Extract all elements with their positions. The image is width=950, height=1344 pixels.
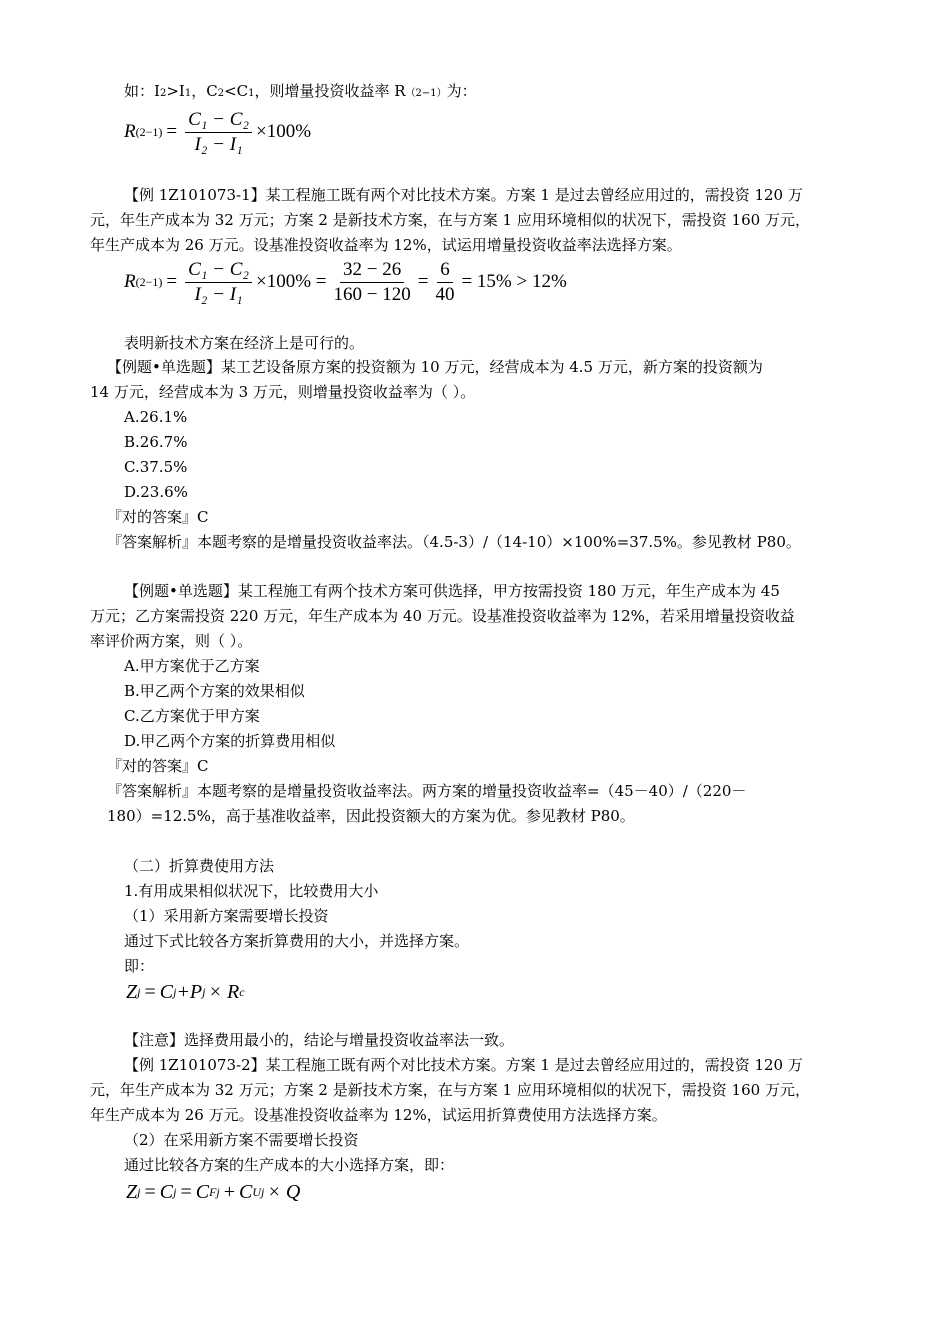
formula-operator: = xyxy=(166,271,178,292)
intro-sub: （2−1） xyxy=(405,88,447,99)
formula-subscript: c xyxy=(239,984,245,999)
question1-line: 14 万元，经营成本为 3 万元，则增量投资收益率为（ ）。 xyxy=(90,383,476,401)
fraction-denominator: 160 − 120 xyxy=(333,283,411,305)
fraction-numerator: C₁ − C₂ xyxy=(185,259,252,283)
example1-line: 【例 1Z101073-1】某工程施工既有两个对比技术方案。方案 1 是过去曾经应用过的，需投资 120 万 xyxy=(124,186,803,204)
intro-text: ，则增量投资收益率 R xyxy=(254,82,406,100)
question2-analysis: 『答案解析』本题考察的是增量投资收益率法。两方案的增量投资收益率=（45－40）/（220－ xyxy=(107,782,747,800)
question1-analysis: 『答案解析』本题考察的是增量投资收益率法。（4.5-3）/（14-10）×100%=37.5%。参见教材 P80。 xyxy=(107,533,801,551)
example1-line: 元，年生产成本为 32 万元；方案 2 是新技术方案，在与方案 1 应用环境相似的状况下，需投资 160 万元， xyxy=(90,211,810,229)
section-description: 通过比较各方案的生产成本的大小选择方案，即： xyxy=(124,1156,455,1174)
formula-subscript: (2−1) xyxy=(135,274,163,289)
formula-subscript: j xyxy=(137,984,141,999)
formula-incremental-rate xyxy=(124,106,311,158)
fraction-denominator: 40 xyxy=(435,283,455,305)
intro-text: 为： xyxy=(446,82,477,100)
fraction-denominator: I₂ − I₁ xyxy=(194,283,243,305)
formula-symbol: Z xyxy=(126,1180,138,1203)
formula-symbol: Z xyxy=(126,980,138,1003)
formula-symbol: R xyxy=(124,271,136,292)
note-line: 【注意】选择费用最小的，结论与增量投资收益率法一致。 xyxy=(124,1031,515,1049)
question2-line: 万元；乙方案需投资 220 万元，年生产成本为 40 万元。设基准投资收益率为 12%，若采用增量投资收益 xyxy=(90,607,795,625)
formula-subscript: j xyxy=(137,1184,141,1199)
example1-line: 年生产成本为 26 万元。设基准投资收益率为 12%，试运用增量投资收益率法选择方案。 xyxy=(90,236,682,254)
formula-symbol: × Q xyxy=(267,1180,301,1203)
fraction-numerator: 6 xyxy=(437,259,453,283)
formula-symbol: C xyxy=(159,980,174,1003)
formula-production-cost xyxy=(126,1176,300,1208)
formula-subscript: j xyxy=(173,1184,177,1199)
formula-subscript: Uj xyxy=(252,1184,265,1199)
section-subitem: （1）采用新方案需要增长投资 xyxy=(124,907,329,925)
formula-symbol: × R xyxy=(208,980,240,1003)
formula-conversion-cost xyxy=(126,976,245,1008)
formula-operator: = xyxy=(144,1180,156,1203)
formula-fraction xyxy=(185,109,252,156)
question2-line: 【例题•单选题】某工程施工有两个技术方案可供选择，甲方按需投资 180 万元，年生产成本为 45 xyxy=(124,582,780,600)
example2-line: 年生产成本为 26 万元。设基准投资收益率为 12%，试运用折算费使用方法选择方案。 xyxy=(90,1106,667,1124)
question1-option: B.26.7% xyxy=(124,433,188,451)
intro-text: <C xyxy=(224,82,249,100)
formula-subscript: j xyxy=(202,984,206,999)
question1-option: C.37.5% xyxy=(124,458,188,476)
question1-line: 【例题•单选题】某工艺设备原方案的投资额为 10 万元，经营成本为 4.5 万元，新方案的投资额为 xyxy=(107,358,763,376)
formula-subscript: Fj xyxy=(209,1184,220,1199)
formula-example1-calculation xyxy=(124,256,567,308)
question2-option: D.甲乙两个方案的折算费用相似 xyxy=(124,732,336,750)
formula-operator: = xyxy=(417,271,429,292)
formula-symbol: C xyxy=(195,1180,210,1203)
formula-operator: = xyxy=(166,121,178,142)
example2-line: 元，年生产成本为 32 万元；方案 2 是新技术方案，在与方案 1 应用环境相似的状况下，需投资 160 万元， xyxy=(90,1081,810,1099)
intro-sub: 1 xyxy=(248,88,255,99)
intro-sub: 2 xyxy=(217,88,225,99)
question2-option: A.甲方案优于乙方案 xyxy=(124,657,260,675)
question2-option: C.乙方案优于甲方案 xyxy=(124,707,260,725)
intro-line xyxy=(124,80,477,105)
conclusion-line: 表明新技术方案在经济上是可行的。 xyxy=(124,334,365,352)
intro-text: 如： xyxy=(124,82,155,100)
fraction-numerator: C₁ − C₂ xyxy=(185,109,252,133)
formula-subscript: (2−1) xyxy=(135,124,163,139)
formula-subscript: j xyxy=(173,984,177,999)
question1-option: A.26.1% xyxy=(124,408,188,426)
section-item: 1.有用成果相似状况下，比较费用大小 xyxy=(124,882,379,900)
formula-operator: + xyxy=(223,1180,236,1203)
intro-text: ，C xyxy=(191,82,218,100)
section-text: 即： xyxy=(124,957,155,975)
formula-symbol: C xyxy=(159,1180,174,1203)
formula-result: = 15% > 12% xyxy=(461,271,567,292)
question2-option: B.甲乙两个方案的效果相似 xyxy=(124,682,305,700)
formula-fraction xyxy=(185,259,252,306)
question1-answer: 『对的答案』C xyxy=(107,508,209,526)
fraction-numerator: 32 − 26 xyxy=(340,259,404,283)
formula-symbol: R xyxy=(124,121,136,142)
intro-text: >I xyxy=(166,82,185,100)
question2-answer: 『对的答案』C xyxy=(107,757,209,775)
formula-operator: ×100% xyxy=(255,121,312,142)
formula-fraction xyxy=(432,259,457,306)
intro-text: I xyxy=(154,82,160,100)
section-heading: （二）折算费使用方法 xyxy=(124,857,275,875)
formula-operator: ×100% = xyxy=(255,271,327,292)
example2-line: 【例 1Z101073-2】某工程施工既有两个对比技术方案。方案 1 是过去曾经应用过的，需投资 120 万 xyxy=(124,1056,803,1074)
formula-fraction xyxy=(331,259,414,306)
formula-symbol: C xyxy=(239,1180,253,1203)
section-description: 通过下式比较各方案折算费用的大小，并选择方案。 xyxy=(124,932,470,950)
question1-option: D.23.6% xyxy=(124,483,188,501)
formula-operator: = xyxy=(144,980,156,1003)
formula-operator: = xyxy=(180,1180,192,1203)
fraction-denominator: I₂ − I₁ xyxy=(194,133,243,155)
question2-analysis: 180）=12.5%，高于基准收益率，因此投资额大的方案为优。参见教材 P80。 xyxy=(107,807,635,825)
question2-line: 率评价两方案，则（ ）。 xyxy=(90,632,253,650)
formula-symbol: +P xyxy=(176,980,203,1003)
intro-sub: 2 xyxy=(159,88,167,99)
intro-sub: 1 xyxy=(184,88,192,99)
section-subitem: （2）在采用新方案不需要增长投资 xyxy=(124,1131,359,1149)
